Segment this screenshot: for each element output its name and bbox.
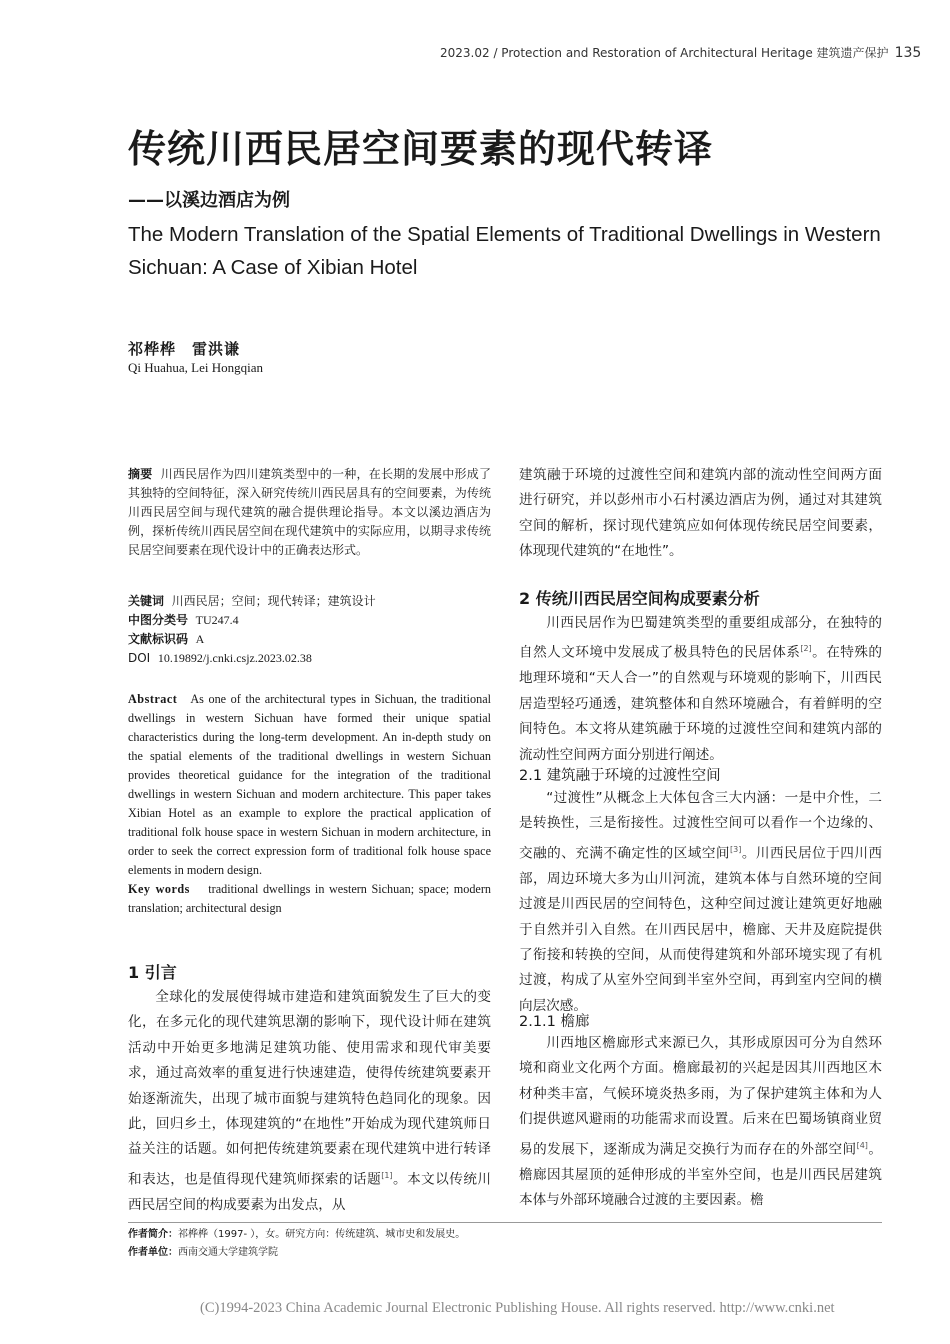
paragraph-text: 建筑融于环境的过渡性空间和建筑内部的流动性空间两方面进行研究，并以彭州市小石村溪边酒店为例，通过对其建筑空间的解析，探讨现代建筑应如何体现传统民居空间要素，体现现代建筑的“在地性”。 [519, 467, 882, 560]
footnote-unit [128, 1244, 278, 1261]
footnote-divider [128, 1222, 882, 1223]
copyright-footer: (C)1994-2023 China Academic Journal Electronic Publishing House. All rights reserved. http://www.cnki.net [200, 1300, 835, 1316]
keywords-line [128, 592, 491, 611]
abstract-cn [128, 465, 491, 560]
meta-block [128, 592, 491, 668]
paragraph-text: 。本文以传统川西民居空间的构成要素为出发点，从 [128, 1171, 492, 1213]
section1-continued [519, 463, 882, 565]
doc-code-label: 文献标识码 [128, 632, 189, 646]
doc-code-line [128, 630, 491, 649]
clc-line [128, 611, 491, 630]
keywords-en-label: Key words [128, 882, 190, 896]
abstract-en-label: Abstract [128, 692, 178, 706]
citation-ref: [4] [856, 1140, 868, 1150]
paragraph-text: “过渡性”从概念上大体包含三大内涵：一是中介性，二是转换性，三是衔接性。过渡性空间可以看作一个边缘的、交融的、充满不确定性的区域空间 [519, 790, 882, 862]
footnote-author-text: 祁桦桦（1997- ），女。研究方向：传统建筑、城市史和发展史。 [178, 1229, 466, 1240]
article-subtitle: ——以溪边酒店为例 [128, 190, 290, 211]
paragraph-text: 。川西民居位于四川西部，周边环境大多为山川河流，建筑本体与自然环境的空间过渡是川西民居的空间特色，这种空间过渡让建筑更好地融于自然并引入自然。在川西民居中，檐廊、天井及庭院提供了衔接和转换的空间，从而使得建筑和外部环境实现了有机过渡，构成了从室外空间到半室外空间，再到室内空间的横向层次感。 [519, 845, 883, 1014]
doi-line [128, 649, 491, 668]
subsection-2-1-body [519, 786, 882, 1019]
paragraph [519, 1031, 882, 1213]
clc-value: TU247.4 [195, 613, 239, 627]
citation-ref: [1] [381, 1170, 393, 1180]
subsection-2-1-1-body [519, 1031, 882, 1213]
running-header-text: 2023.02 / Protection and Restoration of Architectural Heritage 建筑遗产保护 [440, 46, 889, 60]
abstract-en-text: As one of the architectural types in Sichuan, the traditional dwellings in western Sichuan have formed their unique spatial characteristics during the long-term development. An in-depth study on the spatial elements of the traditional dwellings in western Sichuan provides theoretical guidance for the integration of the traditional dwellings in western Sichuan and modern architecture. This paper takes Xibian Hotel as an example to explore the practical application of traditional folk house space in western Sichuan in modern architecture, in order to seek the correct expression form of traditional folk house space elements in modern design. [128, 692, 491, 877]
doc-code-value: A [195, 632, 205, 646]
paragraph-text: 川西地区檐廊形式来源已久，其形成原因可分为自然环境和商业文化两个方面。檐廊最初的兴起是因其川西地区木材种类丰富，气候环境炎热多雨，为了保护建筑主体和为人们提供遮风避雨的功能需求而设置。后来在巴蜀场镇商业贸易的发展下，逐渐成为满足交换行为而存在的外部空间 [519, 1035, 882, 1158]
doi-value: 10.19892/j.cnki.csjz.2023.02.38 [157, 651, 312, 665]
article-title: 传统川西民居空间要素的现代转译 [128, 127, 714, 171]
keywords-en-text: traditional dwellings in western Sichuan; space; modern translation; architectural design [128, 882, 491, 915]
section1-body [128, 985, 491, 1218]
section1-heading: 1 引言 [128, 963, 177, 982]
paragraph [519, 786, 882, 1019]
section2-heading: 2 传统川西民居空间构成要素分析 [519, 589, 760, 608]
citation-ref: [2] [800, 644, 812, 654]
paragraph [519, 611, 882, 768]
footnote-author-label: 作者简介： [128, 1229, 178, 1240]
citation-ref: [3] [730, 844, 742, 854]
paragraph [128, 985, 491, 1218]
subsection-2-1-heading: 2.1 建筑融于环境的过渡性空间 [519, 768, 721, 784]
footnote-unit-text: 西南交通大学建筑学院 [178, 1247, 278, 1258]
abstract-en [128, 690, 491, 918]
english-title: The Modern Translation of the Spatial Elements of Traditional Dwellings in Western Sichuan: A Case of Xibian Hotel [128, 223, 881, 279]
footnote-author [128, 1226, 465, 1243]
clc-label: 中图分类号 [128, 613, 189, 627]
footnote-unit-label: 作者单位： [128, 1247, 178, 1258]
authors-en: Qi Huahua, Lei Hongqian [128, 360, 264, 375]
keywords-label: 关键词 [128, 594, 165, 608]
paragraph-text: 。檐廊因其屋顶的延伸形成的半室外空间，也是川西民居建筑本体与外部环境融合过渡的主要因素。檐 [519, 1141, 883, 1208]
section2-body [519, 611, 882, 768]
abstract-cn-text: 川西民居作为四川建筑类型中的一种，在长期的发展中形成了其独特的空间特征，深入研究传统川西民居具有的空间要素，为传统川西民居空间与现代建筑的融合提供理论指导。本文以溪边酒店为例，探析传统川西民居空间在现代建筑中的实际应用，以期寻求传统民居空间要素在现代设计中的正确表达形式。 [128, 467, 491, 557]
running-header [440, 44, 922, 61]
authors-cn: 祁桦桦 雷洪谦 [128, 340, 241, 358]
paragraph [519, 463, 882, 565]
paragraph-text: 川西民居作为巴蜀建筑类型的重要组成部分，在独特的自然人文环境中发展成了极具特色的民居体系 [519, 615, 882, 661]
page-number: 135 [894, 45, 922, 61]
subsection-2-1-1-heading: 2.1.1 檐廊 [519, 1014, 590, 1030]
paragraph-text: 全球化的发展使得城市建造和建筑面貌发生了巨大的变化，在多元化的现代建筑思潮的影响下，现代设计师在建筑活动中开始更多地满足建筑功能、使用需求和现代审美要求，通过高效率的重复进行快速建造，使得传统建筑要素开始逐渐流失，出现了城市面貌与建筑特色趋同化的现象。因此，回归乡土，体现建筑的“在地性”开始成为现代建筑师日益关注的话题。如何把传统建筑要素在现代建筑中进行转译和表达，也是值得现代建筑师探索的话题 [128, 989, 491, 1188]
keywords-value: 川西民居；空间；现代转译；建筑设计 [171, 594, 376, 608]
paragraph-text: 。在特殊的地理环境和“天人合一”的自然观与环境观的影响下，川西民居造型轻巧通透，建筑整体和自然环境融合，有着鲜明的空间特色。本文将从建筑融于环境的过渡性空间和建筑内部的流动性空间两方面分别进行阐述。 [519, 644, 883, 763]
abstract-cn-label: 摘要 [128, 467, 153, 481]
doi-label: DOI [128, 651, 151, 665]
